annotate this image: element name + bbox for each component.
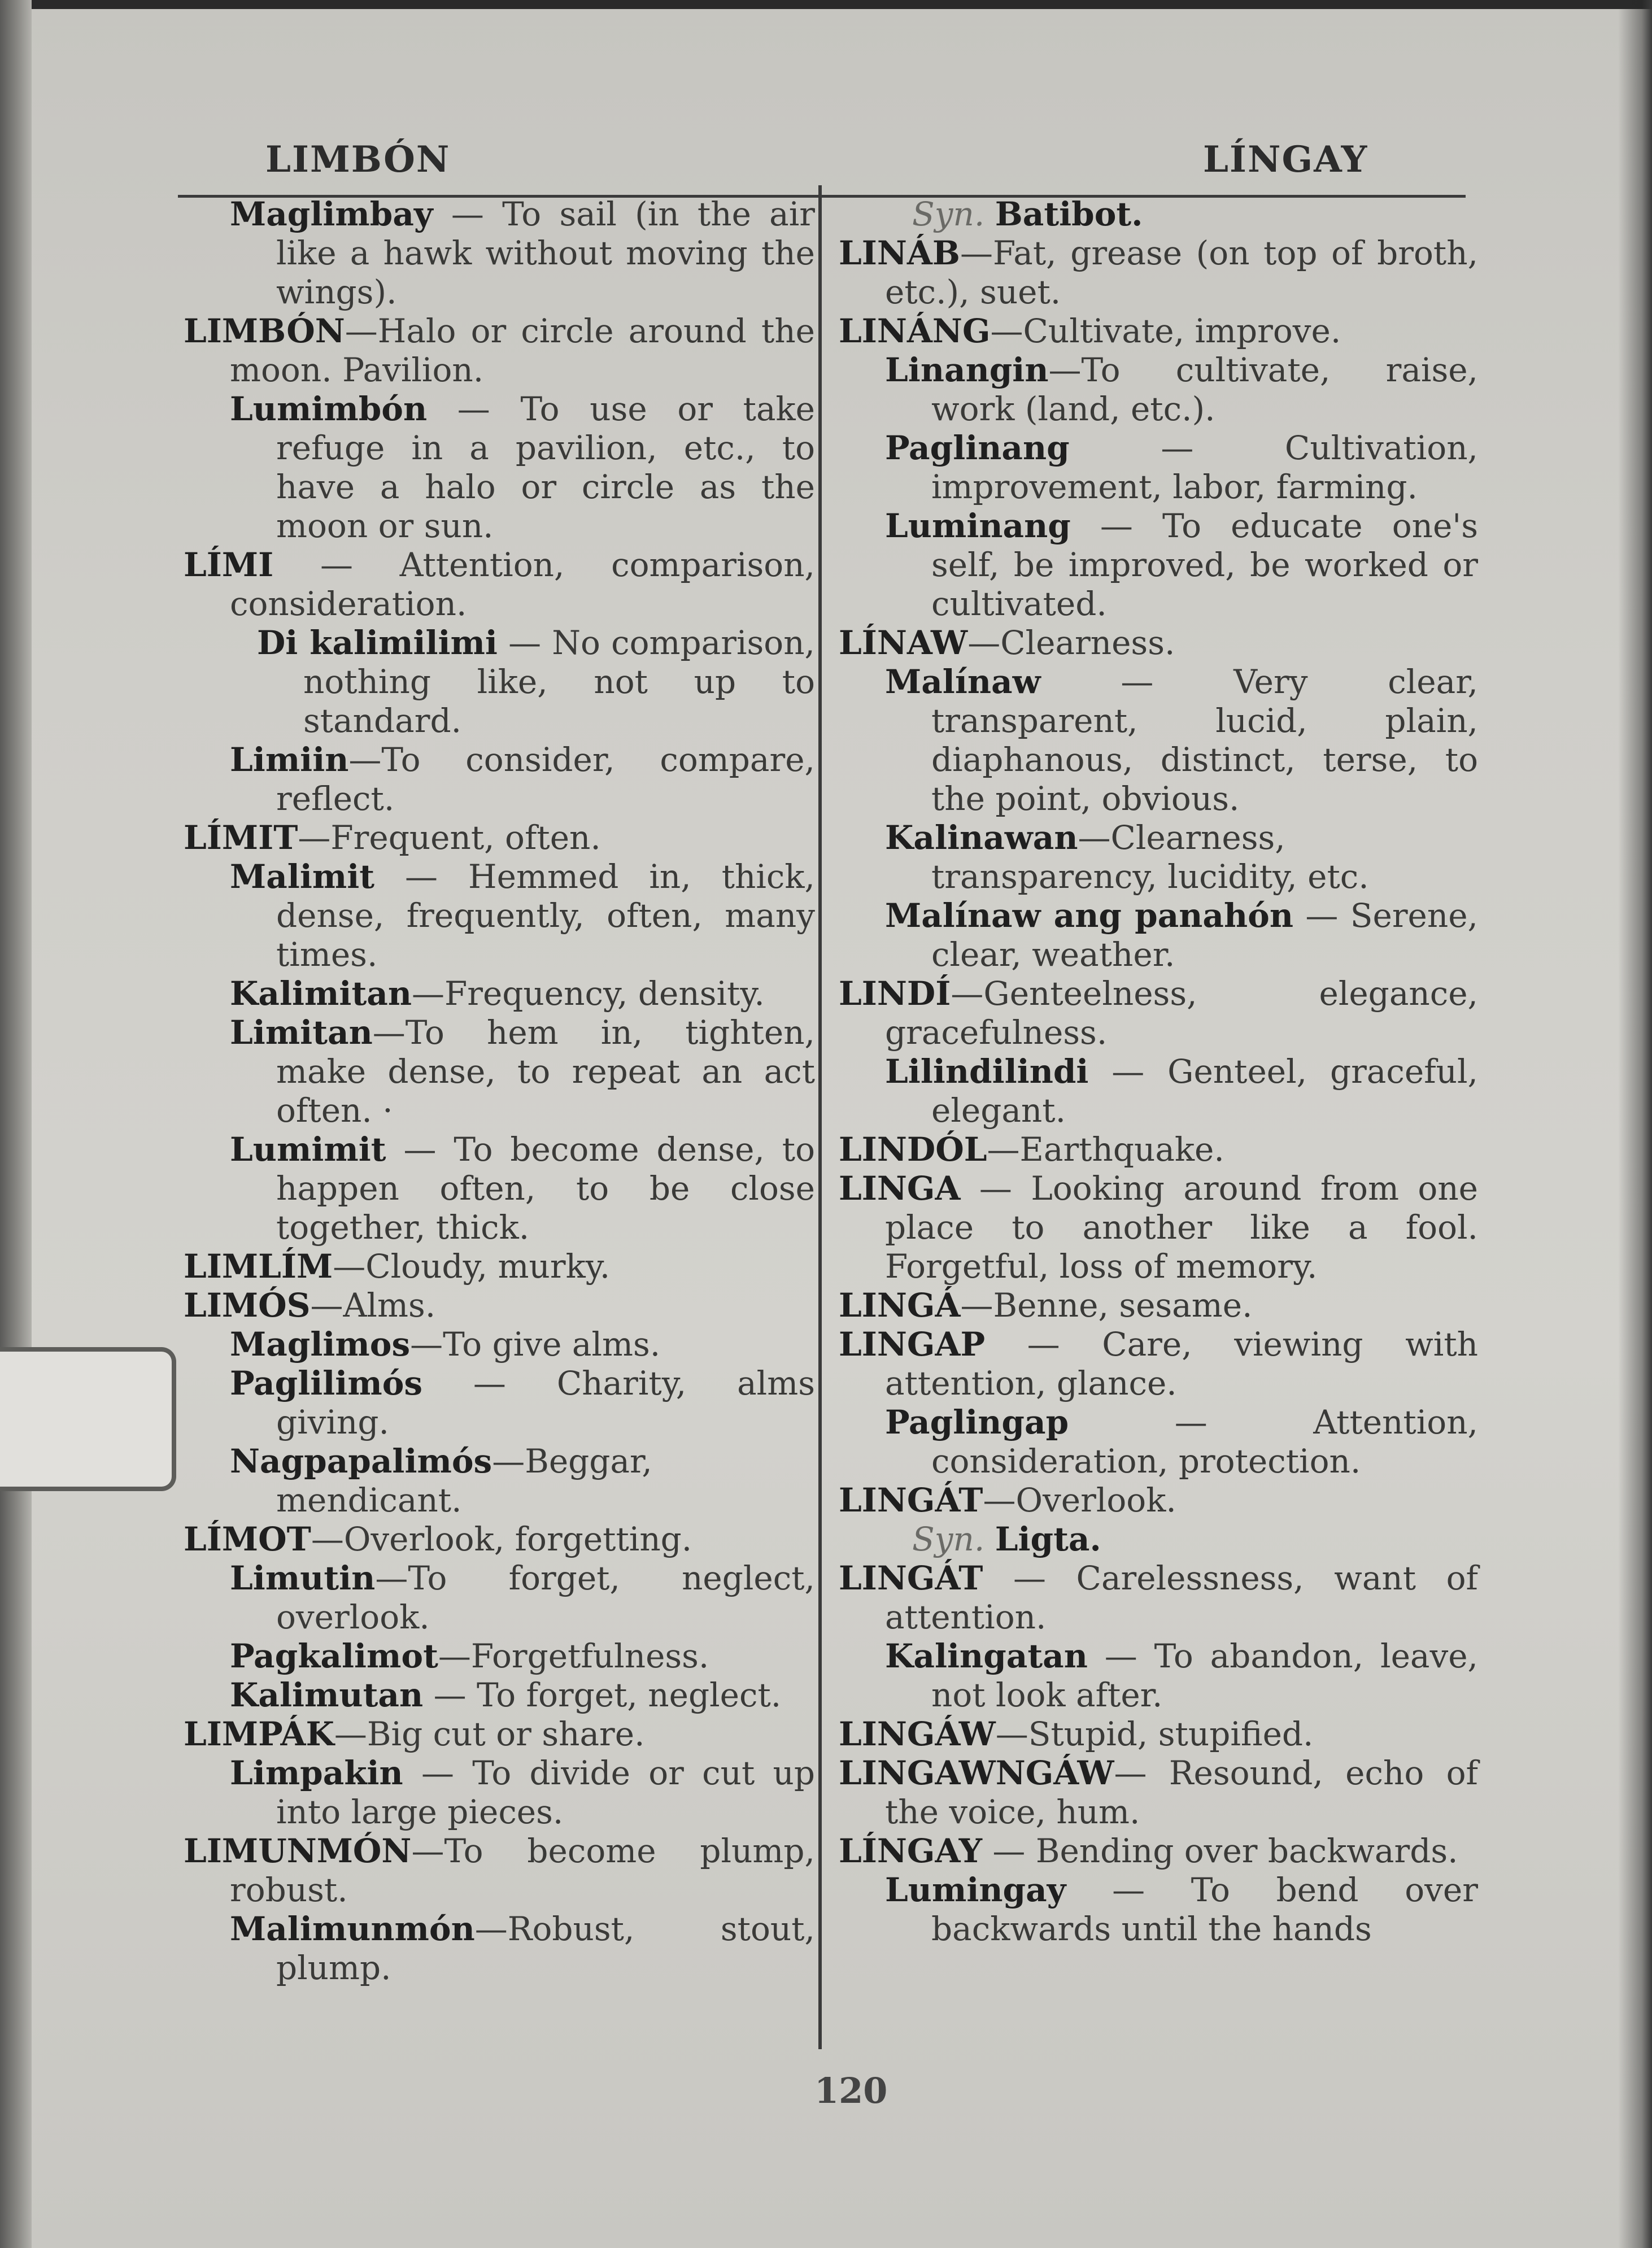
dictionary-entry xyxy=(230,740,815,818)
entry-definition: — Attention, consideration, protection. xyxy=(931,1403,1478,1480)
entry-definition: — Serene, clear, weather. xyxy=(931,896,1478,974)
entry-headword: Lumingay xyxy=(885,1871,1066,1909)
entry-definition: — Bending over backwards. xyxy=(982,1832,1458,1870)
dictionary-entry xyxy=(885,1637,1478,1715)
dictionary-entry xyxy=(839,1715,1478,1754)
entry-headword: LINGÁT xyxy=(839,1559,983,1597)
entry-definition: —Overlook. xyxy=(983,1481,1176,1519)
dictionary-entry xyxy=(184,1520,815,1559)
entry-headword: Lilindilindi xyxy=(885,1052,1089,1091)
dictionary-entry xyxy=(230,1910,815,1988)
dictionary-entry xyxy=(839,1130,1478,1169)
entry-headword: Limiin xyxy=(230,740,349,779)
dictionary-entry xyxy=(184,1286,815,1325)
dictionary-entry xyxy=(839,1559,1478,1637)
entry-definition: — To abandon, leave, not look after. xyxy=(931,1637,1478,1714)
dictionary-entry xyxy=(184,818,815,857)
dictionary-entry xyxy=(885,896,1478,974)
dictionary-entry xyxy=(839,1481,1478,1520)
entry-headword: Limutin xyxy=(230,1559,376,1597)
page-edge-shadow xyxy=(1618,0,1652,2248)
entry-definition: — Cultivation, improvement, labor, farming. xyxy=(931,429,1478,506)
entry-headword: LINGAP xyxy=(839,1325,986,1363)
entry-definition: — To become dense, to happen often, to be close together, thick. xyxy=(276,1130,815,1247)
entry-headword: Maglimbay xyxy=(230,195,433,233)
entry-headword: LÍMI xyxy=(184,546,274,584)
entry-headword: LINGÁ xyxy=(839,1286,961,1325)
dictionary-entry xyxy=(885,1052,1478,1130)
entry-headword: LINDÓL xyxy=(839,1130,987,1169)
entry-definition: —Cultivate, improve. xyxy=(990,312,1341,350)
book-binding xyxy=(0,0,32,2248)
page-tab xyxy=(0,1347,176,1491)
dictionary-entry xyxy=(839,1832,1478,1871)
dictionary-entry xyxy=(230,1325,815,1364)
right-column xyxy=(839,195,1478,1949)
dictionary-entry xyxy=(230,195,815,312)
entry-definition: —Forgetfulness. xyxy=(438,1637,709,1675)
entry-headword: Di kalimilimi xyxy=(257,624,498,662)
entry-headword: Malínaw ang panahón xyxy=(885,896,1294,935)
entry-headword: LINGA xyxy=(839,1169,961,1208)
dictionary-entry xyxy=(885,429,1478,507)
entry-definition: — To educate one's self, be improved, be worked or cultivated. xyxy=(931,507,1478,623)
entry-headword: LIMBÓN xyxy=(184,312,345,350)
entry-headword: LÍMIT xyxy=(184,818,298,857)
entry-definition: —Big cut or share. xyxy=(334,1715,645,1753)
entry-headword: LIMPÁK xyxy=(184,1715,334,1753)
entry-definition: — Genteel, graceful, elegant. xyxy=(931,1052,1478,1130)
entry-definition: —Halo or circle around the moon. Pavilion. xyxy=(230,312,815,389)
entry-definition: —Clearness. xyxy=(967,624,1175,662)
column-divider xyxy=(818,185,822,2049)
left-column xyxy=(184,195,815,1988)
entry-headword: Malínaw xyxy=(885,663,1041,701)
dictionary-entry xyxy=(839,1169,1478,1286)
dictionary-entry xyxy=(184,1832,815,1910)
dictionary-entry xyxy=(885,1871,1478,1949)
entry-definition: — Looking around from one place to another like a fool. Forgetful, loss of memory. xyxy=(885,1169,1478,1286)
dictionary-entry xyxy=(912,1520,1478,1559)
entry-headword: LÍNAW xyxy=(839,624,968,662)
entry-definition: —To give alms. xyxy=(410,1325,661,1363)
entry-definition: — To forget, neglect. xyxy=(423,1676,782,1714)
entry-definition: —Earthquake. xyxy=(987,1130,1224,1169)
entry-definition: —Alms. xyxy=(310,1286,436,1325)
dictionary-entry xyxy=(839,312,1478,351)
entry-definition: — To bend over backwards until the hands xyxy=(931,1871,1478,1948)
entry-headword: LÍMOT xyxy=(184,1520,311,1558)
entry-headword: Malimunmón xyxy=(230,1910,475,1948)
entry-headword: LINÁB xyxy=(839,234,960,272)
entry-definition: — No comparison, nothing like, not up to standard. xyxy=(303,624,815,740)
dictionary-entry xyxy=(184,1247,815,1286)
entry-headword: Malimit xyxy=(230,857,375,896)
entry-headword: LINGAWNGÁW xyxy=(839,1754,1114,1792)
entry-headword: Luminang xyxy=(885,507,1071,545)
entry-headword: Limitan xyxy=(230,1013,373,1052)
dictionary-entry xyxy=(230,1637,815,1676)
entry-definition: —Fat, grease (on top of broth, etc.), suet. xyxy=(885,234,1478,311)
entry-definition: —Robust, stout, plump. xyxy=(276,1910,815,1987)
dictionary-entry xyxy=(230,1364,815,1442)
dictionary-entry xyxy=(839,1325,1478,1403)
entry-headword: Kalimitan xyxy=(230,974,412,1013)
dictionary-entry xyxy=(839,624,1478,663)
dictionary-entry xyxy=(230,1676,815,1715)
entry-definition: —To become plump, robust. xyxy=(230,1832,815,1909)
entry-headword: LIMÓS xyxy=(184,1286,311,1325)
synonym-label: Syn. xyxy=(912,195,985,233)
dictionary-entry xyxy=(257,624,815,740)
entry-headword: Nagpapalimós xyxy=(230,1442,492,1480)
entry-headword: Paglinang xyxy=(885,429,1070,467)
entry-headword: Kalinawan xyxy=(885,818,1078,857)
dictionary-entry xyxy=(184,1715,815,1754)
entry-headword: Ligta. xyxy=(995,1520,1101,1558)
entry-headword: Lumimbón xyxy=(230,390,428,428)
entry-definition: —To cultivate, raise, work (land, etc.). xyxy=(931,351,1478,428)
dictionary-entry xyxy=(885,351,1478,429)
running-head-right: LÍNGAY xyxy=(1203,138,1368,181)
entry-definition: — Carelessness, want of attention. xyxy=(885,1559,1478,1636)
page-number: 120 xyxy=(814,2070,888,2111)
entry-definition: — Hemmed in, thick, dense, frequently, often, many times. xyxy=(276,857,815,974)
entry-headword: LINGÁW xyxy=(839,1715,996,1753)
entry-definition: —Beggar, mendicant. xyxy=(276,1442,652,1519)
entry-definition: — Care, viewing with attention, glance. xyxy=(885,1325,1478,1402)
dictionary-entry xyxy=(230,1130,815,1247)
entry-definition: —To consider, compare, reflect. xyxy=(276,740,815,818)
entry-definition: —Stupid, stupified. xyxy=(995,1715,1314,1753)
entry-definition: —Frequency, density. xyxy=(412,974,765,1013)
entry-definition: —Clearness, transparency, lucidity, etc. xyxy=(931,818,1369,896)
entry-headword: Lumimit xyxy=(230,1130,386,1169)
dictionary-entry xyxy=(230,390,815,546)
entry-definition: —Cloudy, murky. xyxy=(333,1247,611,1286)
entry-headword: Batibot. xyxy=(995,195,1143,233)
entry-definition: —To forget, neglect, overlook. xyxy=(276,1559,815,1636)
dictionary-entry xyxy=(885,818,1478,896)
entry-headword: Paglilimós xyxy=(230,1364,423,1402)
dictionary-entry xyxy=(912,195,1478,234)
synonym-label: Syn. xyxy=(912,1520,985,1558)
entry-headword: Maglimos xyxy=(230,1325,411,1363)
scan-top-edge xyxy=(0,0,1652,9)
entry-definition: — To sail (in the air like a hawk without moving the wings). xyxy=(276,195,815,311)
dictionary-entry xyxy=(230,1442,815,1520)
dictionary-entry xyxy=(839,974,1478,1052)
dictionary-entry xyxy=(230,1754,815,1832)
entry-headword: Pagkalimot xyxy=(230,1637,438,1675)
dictionary-entry xyxy=(230,1559,815,1637)
entry-headword: LINGÁT xyxy=(839,1481,983,1519)
entry-definition: — Resound, echo of the voice, hum. xyxy=(885,1754,1478,1831)
entry-definition: — To use or take refuge in a pavilion, etc., to have a halo or circle as the moon or sun. xyxy=(276,390,815,545)
dictionary-entry xyxy=(885,663,1478,818)
entry-headword: LÍNGAY xyxy=(839,1832,982,1870)
entry-headword: LINDÍ xyxy=(839,974,951,1013)
entry-definition: — Attention, comparison, consideration. xyxy=(230,546,815,623)
entry-headword: Limpakin xyxy=(230,1754,403,1792)
dictionary-entry xyxy=(885,1403,1478,1481)
entry-headword: Paglingap xyxy=(885,1403,1069,1441)
entry-headword: Kalingatan xyxy=(885,1637,1088,1675)
entry-definition: —Frequent, often. xyxy=(298,818,601,857)
dictionary-entry xyxy=(230,1013,815,1130)
dictionary-entry xyxy=(184,312,815,390)
entry-definition: —Benne, sesame. xyxy=(960,1286,1253,1325)
entry-definition: —To hem in, tighten, make dense, to repeat an act often. · xyxy=(276,1013,815,1130)
entry-headword: LIMUNMÓN xyxy=(184,1832,412,1870)
dictionary-entry xyxy=(839,234,1478,312)
entry-definition: — Charity, alms giving. xyxy=(276,1364,815,1441)
entry-headword: LIMLÍM xyxy=(184,1247,333,1286)
entry-headword: Kalimutan xyxy=(230,1676,424,1714)
running-head-left: LIMBÓN xyxy=(265,138,451,181)
dictionary-entry xyxy=(230,974,815,1013)
dictionary-entry xyxy=(885,507,1478,624)
dictionary-entry xyxy=(839,1754,1478,1832)
dictionary-entry xyxy=(839,1286,1478,1325)
entry-definition: —Genteelness, elegance, gracefulness. xyxy=(885,974,1478,1052)
entry-headword: Linangin xyxy=(885,351,1049,389)
entry-definition: — To divide or cut up into large pieces. xyxy=(276,1754,815,1831)
dictionary-entry xyxy=(230,857,815,974)
entry-headword: LINÁNG xyxy=(839,312,991,350)
dictionary-entry xyxy=(184,546,815,624)
entry-definition: — Very clear, transparent, lucid, plain, diaphanous, distinct, terse, to the point, obvious. xyxy=(931,663,1478,818)
entry-definition: —Overlook, forgetting. xyxy=(311,1520,692,1558)
